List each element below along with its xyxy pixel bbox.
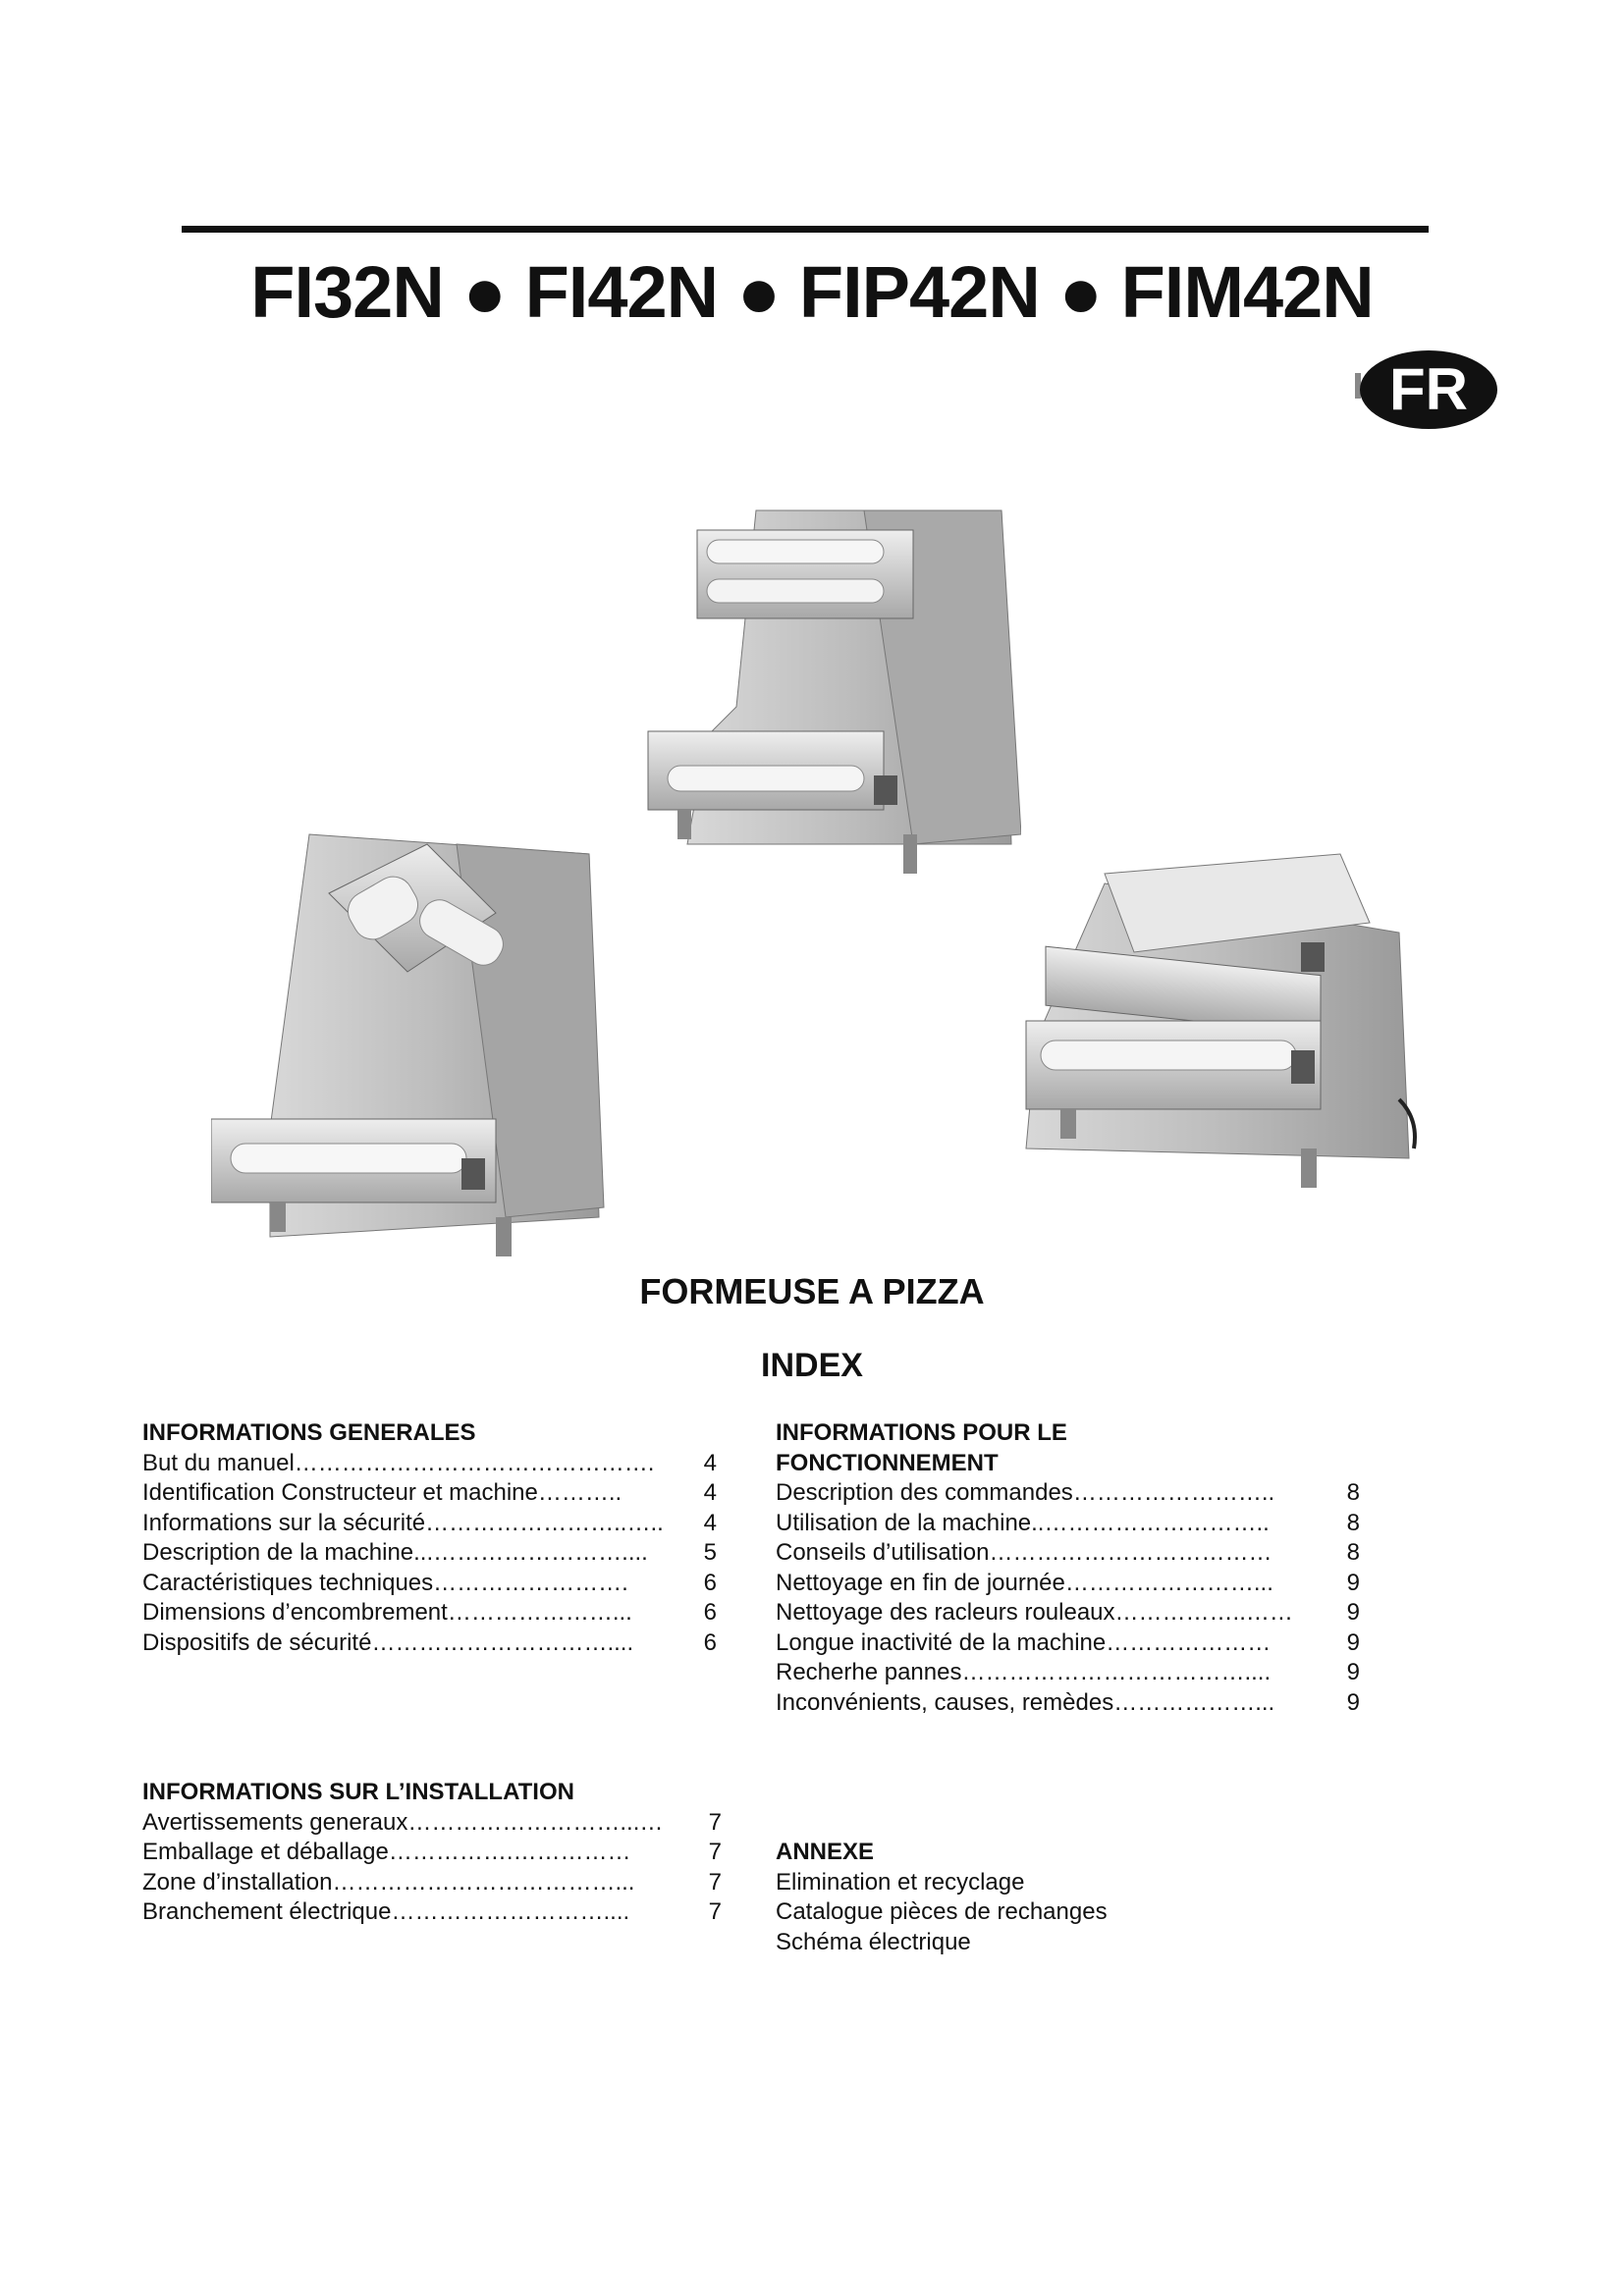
- toc-leader: …………….……………: [388, 1839, 631, 1865]
- toc-page: 7: [708, 1898, 722, 1925]
- toc-label: Identification Constructeur et machine: [142, 1479, 538, 1506]
- toc-label: Conseils d’utilisation: [776, 1539, 990, 1566]
- toc-page: 5: [703, 1539, 717, 1566]
- toc-row: [142, 1478, 717, 1509]
- toc-row: [142, 1449, 717, 1479]
- toc-section-installation: [142, 1778, 722, 1928]
- toc-page: 9: [1346, 1569, 1360, 1596]
- toc-section-general: [142, 1418, 717, 1658]
- toc-page: 4: [703, 1509, 717, 1536]
- toc-page: 7: [708, 1868, 722, 1896]
- toc-label: Description des commandes: [776, 1479, 1073, 1506]
- toc-leader: ………………………………...: [332, 1868, 635, 1896]
- language-badge: FR: [1360, 350, 1497, 429]
- section-title: INFORMATIONS POUR LE: [776, 1419, 1067, 1446]
- toc-leader: ……………………..…..: [425, 1509, 664, 1536]
- toc-page: 7: [708, 1808, 722, 1836]
- toc-row: [142, 1569, 717, 1599]
- toc-leader: ………………………...…: [407, 1808, 664, 1836]
- toc-leader: ……………………..: [1072, 1479, 1275, 1506]
- dough-roller-machine-photo: [628, 481, 1021, 893]
- toc-page: 9: [1346, 1629, 1360, 1656]
- toc-page: 6: [703, 1599, 717, 1626]
- toc-row: [142, 1868, 722, 1898]
- toc-page: 8: [1346, 1479, 1360, 1506]
- toc-section-operation: [776, 1418, 1360, 1718]
- toc-label: Longue inactivité de la machine: [776, 1629, 1107, 1656]
- toc-page: 8: [1346, 1539, 1360, 1566]
- annex-item: Catalogue pièces de rechanges: [776, 1898, 1108, 1925]
- toc-leader: ..………………………..: [1031, 1509, 1270, 1536]
- toc-leader: ………………………....: [391, 1898, 630, 1925]
- toc-row: [142, 1538, 717, 1569]
- toc-row: [142, 1629, 717, 1659]
- toc-label: Avertissements generaux: [142, 1808, 408, 1836]
- toc-page: 4: [703, 1479, 717, 1506]
- toc-label: Inconvénients, causes, remèdes: [776, 1688, 1114, 1716]
- annex-item: Elimination et recyclage: [776, 1868, 1025, 1896]
- section-title-continued: FONCTIONNEMENT: [776, 1449, 999, 1476]
- toc-label: Nettoyage des racleurs rouleaux: [776, 1599, 1115, 1626]
- toc-row: [142, 1509, 717, 1539]
- toc-row: [776, 1569, 1360, 1599]
- toc-section-annex: [776, 1838, 1267, 1957]
- toc-page: 6: [703, 1569, 717, 1596]
- toc-leader: ………………………………: [989, 1539, 1272, 1566]
- toc-row: [142, 1598, 717, 1629]
- dough-roller-machine-photo: [211, 805, 623, 1276]
- toc-row: [776, 1629, 1360, 1659]
- toc-label: Dimensions d’encombrement: [142, 1599, 448, 1626]
- toc-page: 7: [708, 1839, 722, 1865]
- dough-roller-machine-photo: [1006, 844, 1429, 1237]
- toc-row: [142, 1897, 722, 1928]
- model-list-title: FI32N ● FI42N ● FIP42N ● FIM42N: [250, 251, 1374, 333]
- toc-label: Recherhe pannes: [776, 1659, 962, 1685]
- toc-row: [776, 1538, 1360, 1569]
- toc-page: 9: [1346, 1688, 1360, 1716]
- toc-page: 8: [1346, 1509, 1360, 1536]
- toc-leader: ……………………………………….: [294, 1449, 655, 1476]
- toc-label: Zone d’installation: [142, 1868, 333, 1896]
- toc-label: Description de la machine: [142, 1539, 414, 1566]
- toc-label: But du manuel: [142, 1449, 295, 1476]
- document-subtitle: FORMEUSE A PIZZA: [639, 1271, 985, 1311]
- section-title: INFORMATIONS GENERALES: [142, 1419, 476, 1446]
- toc-leader: ………………...: [1113, 1688, 1275, 1716]
- toc-label: Nettoyage en fin de journée: [776, 1569, 1065, 1596]
- toc-leader: ……………………...: [1064, 1569, 1273, 1596]
- toc-row: [142, 1838, 722, 1868]
- toc-label: Caractéristiques techniques: [142, 1569, 434, 1596]
- toc-leader: …………………….: [433, 1569, 628, 1596]
- toc-row: [776, 1509, 1360, 1539]
- toc-page: 9: [1346, 1659, 1360, 1685]
- toc-label: Utilisation de la machine: [776, 1509, 1032, 1536]
- toc-leader: ……………..……: [1114, 1599, 1293, 1626]
- toc-label: Dispositifs de sécurité: [142, 1629, 372, 1656]
- toc-page: 9: [1346, 1599, 1360, 1626]
- toc-leader: ………………………………....: [961, 1659, 1272, 1685]
- annex-item: Schéma électrique: [776, 1928, 971, 1955]
- toc-row: [142, 1808, 722, 1839]
- toc-label: Branchement électrique: [142, 1898, 392, 1925]
- toc-leader: …………………: [1106, 1629, 1272, 1656]
- toc-page: 6: [703, 1629, 717, 1656]
- section-title: ANNEXE: [776, 1839, 875, 1865]
- toc-row: [776, 1658, 1360, 1688]
- toc-label: Informations sur la sécurité: [142, 1509, 426, 1536]
- toc-leader: …………………………....: [371, 1629, 634, 1656]
- toc-label: Emballage et déballage: [142, 1839, 389, 1865]
- toc-leader: ...……………………....: [413, 1539, 648, 1566]
- toc-page: 4: [703, 1449, 717, 1476]
- toc-leader: ………..: [537, 1479, 623, 1506]
- toc-leader: …………………...: [447, 1599, 632, 1626]
- header-rule: [182, 226, 1429, 233]
- toc-row: [776, 1598, 1360, 1629]
- toc-row: [776, 1478, 1360, 1509]
- index-heading: INDEX: [761, 1347, 863, 1384]
- section-title: INFORMATIONS SUR L’INSTALLATION: [142, 1779, 574, 1805]
- toc-row: [776, 1688, 1360, 1719]
